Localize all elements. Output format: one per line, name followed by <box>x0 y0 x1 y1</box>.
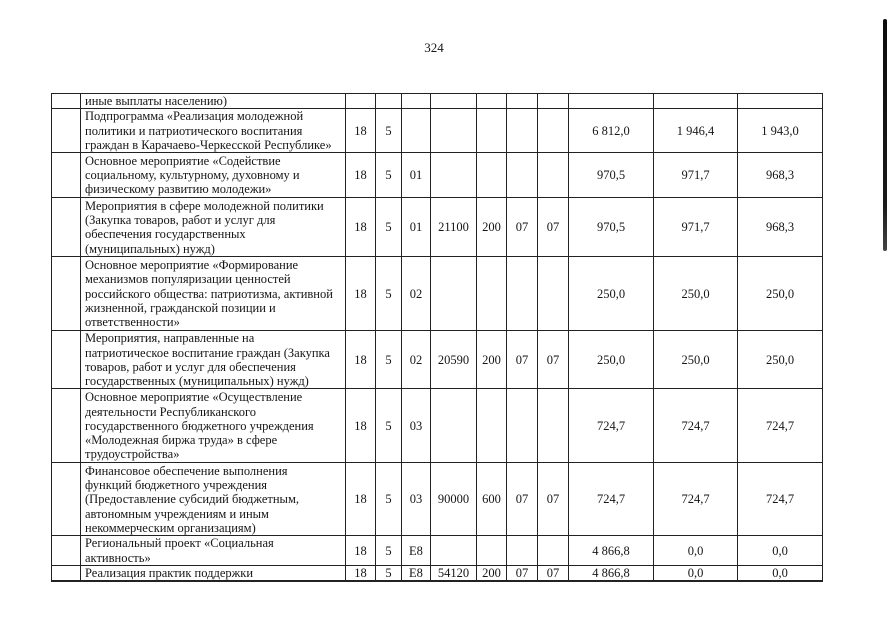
amount-year-1-cell: 250,0 <box>569 257 654 331</box>
expense-direction-cell: 54120 <box>431 566 477 582</box>
program-code-cell: 18 <box>346 331 376 389</box>
table-row <box>52 94 823 109</box>
expense-direction-cell <box>431 153 477 198</box>
amount-year-2-cell: 250,0 <box>654 331 738 389</box>
table-row <box>52 566 823 582</box>
blank-index-cell <box>52 536 81 566</box>
budget-table <box>51 93 823 582</box>
item-name-cell: Мероприятия в сфере молодежной политики (Закупка товаров, работ и услуг для обеспечения государственных (муниципальных) нужд) <box>81 198 346 257</box>
table-row <box>52 463 823 536</box>
subsection-code-cell: 07 <box>538 566 569 582</box>
item-name-cell: Финансовое обеспечение выполнения функций бюджетного учреждения (Предоставление субсидий бюджетным, автономным учреждениям и иным некоммерческим организациям) <box>81 463 346 536</box>
activity-code-cell: 01 <box>402 198 431 257</box>
scan-edge-mark <box>883 19 887 251</box>
section-code-cell: 07 <box>507 463 538 536</box>
program-code-cell: 18 <box>346 198 376 257</box>
item-name-cell: иные выплаты населению) <box>81 94 346 109</box>
amount-year-2-cell: 250,0 <box>654 257 738 331</box>
amount-year-2-cell: 0,0 <box>654 536 738 566</box>
subsection-code-cell <box>538 389 569 463</box>
expense-direction-cell <box>431 536 477 566</box>
subprogram-code-cell: 5 <box>376 536 402 566</box>
amount-year-2-cell: 1 946,4 <box>654 109 738 153</box>
subprogram-code-cell: 5 <box>376 198 402 257</box>
table-row <box>52 198 823 257</box>
program-code-cell: 18 <box>346 257 376 331</box>
subsection-code-cell <box>538 536 569 566</box>
blank-index-cell <box>52 389 81 463</box>
section-code-cell <box>507 389 538 463</box>
expense-direction-cell <box>431 257 477 331</box>
table-row <box>52 331 823 389</box>
section-code-cell: 07 <box>507 198 538 257</box>
subprogram-code-cell: 5 <box>376 331 402 389</box>
page-number: 324 <box>424 40 444 55</box>
subprogram-code-cell: 5 <box>376 463 402 536</box>
expense-type-cell <box>477 389 507 463</box>
blank-index-cell <box>52 331 81 389</box>
subsection-code-cell: 07 <box>538 463 569 536</box>
program-code-cell: 18 <box>346 463 376 536</box>
amount-year-3-cell: 968,3 <box>738 153 823 198</box>
subprogram-code-cell: 5 <box>376 257 402 331</box>
expense-type-cell <box>477 153 507 198</box>
expense-type-cell <box>477 94 507 109</box>
amount-year-2-cell: 724,7 <box>654 463 738 536</box>
blank-index-cell <box>52 94 81 109</box>
table-row <box>52 536 823 566</box>
amount-year-1-cell: 724,7 <box>569 389 654 463</box>
amount-year-1-cell: 970,5 <box>569 198 654 257</box>
expense-type-cell: 200 <box>477 331 507 389</box>
amount-year-1-cell: 4 866,8 <box>569 566 654 582</box>
activity-code-cell: 03 <box>402 463 431 536</box>
activity-code-cell: 02 <box>402 331 431 389</box>
amount-year-3-cell: 0,0 <box>738 536 823 566</box>
blank-index-cell <box>52 198 81 257</box>
amount-year-3-cell: 250,0 <box>738 331 823 389</box>
expense-type-cell: 200 <box>477 198 507 257</box>
activity-code-cell: E8 <box>402 536 431 566</box>
subprogram-code-cell: 5 <box>376 389 402 463</box>
amount-year-2-cell: 971,7 <box>654 153 738 198</box>
subsection-code-cell <box>538 94 569 109</box>
item-name-cell: Основное мероприятие «Осуществление деятельности Республиканского государственного бюджетного учреждения «Молодежная биржа труда» в сфере трудоустройства» <box>81 389 346 463</box>
program-code-cell: 18 <box>346 153 376 198</box>
section-code-cell: 07 <box>507 566 538 582</box>
blank-index-cell <box>52 566 81 582</box>
amount-year-3-cell: 724,7 <box>738 389 823 463</box>
subsection-code-cell: 07 <box>538 331 569 389</box>
section-code-cell <box>507 153 538 198</box>
amount-year-3-cell <box>738 94 823 109</box>
expense-direction-cell <box>431 389 477 463</box>
amount-year-1-cell: 250,0 <box>569 331 654 389</box>
amount-year-2-cell: 724,7 <box>654 389 738 463</box>
amount-year-2-cell: 971,7 <box>654 198 738 257</box>
activity-code-cell: 03 <box>402 389 431 463</box>
amount-year-1-cell <box>569 94 654 109</box>
amount-year-1-cell: 6 812,0 <box>569 109 654 153</box>
item-name-cell: Мероприятия, направленные на патриотическое воспитание граждан (Закупка товаров, работ и услуг для обеспечения государственных (муниципальных) нужд) <box>81 331 346 389</box>
expense-type-cell <box>477 109 507 153</box>
amount-year-2-cell: 0,0 <box>654 566 738 582</box>
subprogram-code-cell: 5 <box>376 109 402 153</box>
expense-direction-cell <box>431 94 477 109</box>
item-name-cell: Подпрограмма «Реализация молодежной политики и патриотического воспитания граждан в Карачаево-Черкесской Республике» <box>81 109 346 153</box>
blank-index-cell <box>52 109 81 153</box>
item-name-cell: Основное мероприятие «Содействие социальному, культурному, духовному и физическому развитию молодежи» <box>81 153 346 198</box>
blank-index-cell <box>52 257 81 331</box>
amount-year-1-cell: 970,5 <box>569 153 654 198</box>
subprogram-code-cell: 5 <box>376 566 402 582</box>
amount-year-1-cell: 724,7 <box>569 463 654 536</box>
program-code-cell: 18 <box>346 566 376 582</box>
expense-direction-cell: 21100 <box>431 198 477 257</box>
expense-direction-cell: 20590 <box>431 331 477 389</box>
program-code-cell <box>346 94 376 109</box>
blank-index-cell <box>52 463 81 536</box>
item-name-cell: Основное мероприятие «Формирование механизмов популяризации ценностей российского общества: патриотизма, активной жизненной, гражданской позиции и ответственности» <box>81 257 346 331</box>
expense-type-cell <box>477 536 507 566</box>
expense-direction-cell: 90000 <box>431 463 477 536</box>
activity-code-cell <box>402 94 431 109</box>
section-code-cell <box>507 257 538 331</box>
section-code-cell: 07 <box>507 331 538 389</box>
activity-code-cell <box>402 109 431 153</box>
blank-index-cell <box>52 153 81 198</box>
subsection-code-cell: 07 <box>538 198 569 257</box>
amount-year-3-cell: 968,3 <box>738 198 823 257</box>
amount-year-3-cell: 1 943,0 <box>738 109 823 153</box>
expense-type-cell <box>477 257 507 331</box>
table-row <box>52 153 823 198</box>
item-name-cell: Реализация практик поддержки <box>81 566 346 582</box>
amount-year-3-cell: 0,0 <box>738 566 823 582</box>
subsection-code-cell <box>538 153 569 198</box>
activity-code-cell: 02 <box>402 257 431 331</box>
expense-type-cell: 200 <box>477 566 507 582</box>
amount-year-2-cell <box>654 94 738 109</box>
program-code-cell: 18 <box>346 109 376 153</box>
expense-direction-cell <box>431 109 477 153</box>
table-row <box>52 257 823 331</box>
expense-type-cell: 600 <box>477 463 507 536</box>
budget-table-body <box>52 94 823 582</box>
subprogram-code-cell: 5 <box>376 153 402 198</box>
subsection-code-cell <box>538 257 569 331</box>
item-name-cell: Региональный проект «Социальная активность» <box>81 536 346 566</box>
table-row <box>52 109 823 153</box>
table-row <box>52 389 823 463</box>
program-code-cell: 18 <box>346 536 376 566</box>
activity-code-cell: E8 <box>402 566 431 582</box>
activity-code-cell: 01 <box>402 153 431 198</box>
amount-year-1-cell: 4 866,8 <box>569 536 654 566</box>
subprogram-code-cell <box>376 94 402 109</box>
amount-year-3-cell: 724,7 <box>738 463 823 536</box>
subsection-code-cell <box>538 109 569 153</box>
program-code-cell: 18 <box>346 389 376 463</box>
section-code-cell <box>507 536 538 566</box>
section-code-cell <box>507 94 538 109</box>
amount-year-3-cell: 250,0 <box>738 257 823 331</box>
section-code-cell <box>507 109 538 153</box>
